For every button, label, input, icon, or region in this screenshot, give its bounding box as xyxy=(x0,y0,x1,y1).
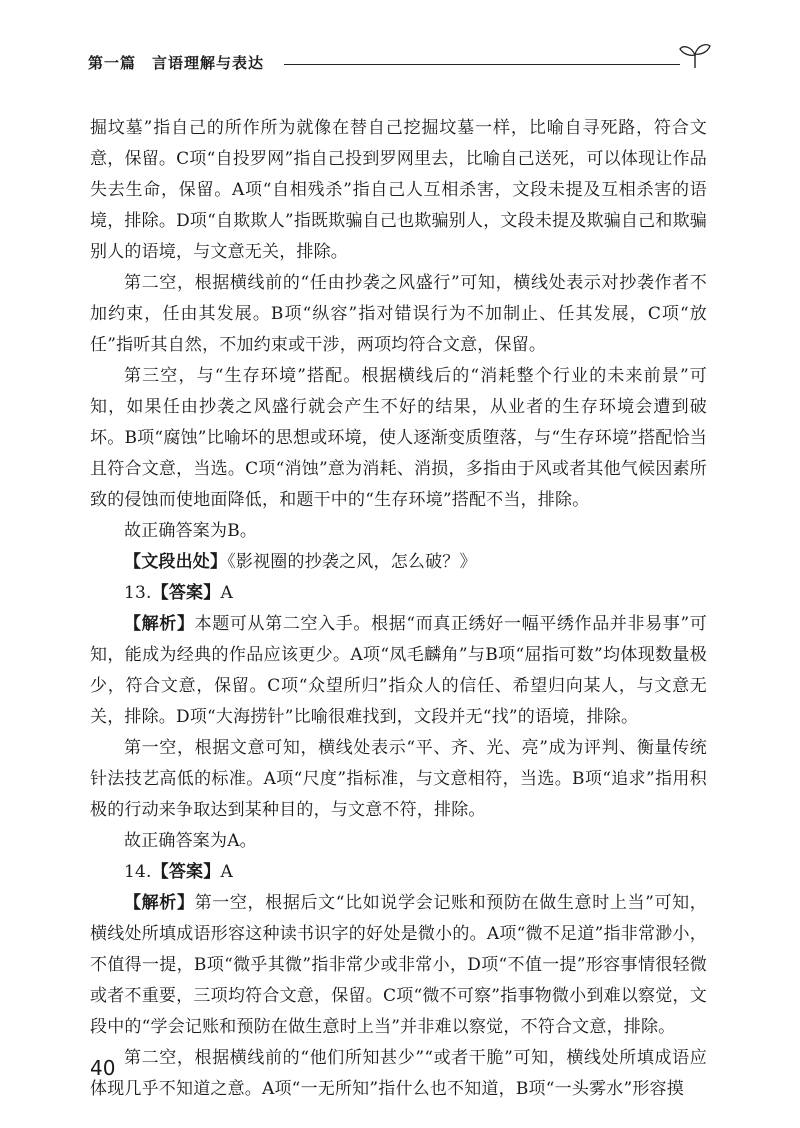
sprout-icon xyxy=(678,40,712,70)
paragraph xyxy=(90,268,707,361)
paragraph xyxy=(90,888,707,1043)
paragraph-text: A xyxy=(220,583,233,603)
paragraph-text: 本题可从第二空入手。根据“而真正绣好一幅平绣作品并非易事”可知，能成为经典的作品应该更少。A项“凤毛麟角”与B项“屈指可数”均体现数量极少，符合文意，保留。C项“众望所归”指众人的信任、希望归向某人，与文意无关，排除。D项“大海捞针”比喻很难找到，文段并无“找”的语境，排除。 xyxy=(90,614,707,727)
paragraph-text: 第二空，根据横线前的“任由抄袭之风盛行”可知，横线处表示对抄袭作者不加约束，任由其发展。B项“纵容”指对错误行为不加制止、任其发展，C项“放任”指听其自然，不加约束或干涉，两项均符合文意，保留。 xyxy=(90,273,707,355)
paragraph-text: 第一空，根据文意可知，横线处表示“平、齐、光、亮”成为评判、衡量传统针法技艺高低的标准。A项“尺度”指标准，与文意相符，当选。B项“追求”指用积极的行动来争取达到某种目的，与文意不符，排除。 xyxy=(90,738,707,820)
paragraph xyxy=(90,578,707,609)
page-number: 40 xyxy=(90,1056,116,1080)
paragraph xyxy=(90,857,707,888)
paragraph-text: 第一空，根据后文“比如说学会记账和预防在做生意时上当”可知，横线处所填成语形容这种读书识字的好处是微小的。A项“微不足道”指非常渺小，不值得一提，B项“微乎其微”指非常少或非常小，D项“不值一提”形容事情很轻微或者不重要，三项均符合文意，保留。C项“微不可察”指事物微小到难以察觉，文段中的“学会记账和预防在做生意时上当”并非难以察觉，不符合文意，排除。 xyxy=(90,893,707,1037)
paragraph xyxy=(90,1043,707,1105)
paragraph xyxy=(90,361,707,516)
paragraph-text: 第三空，与“生存环境”搭配。根据横线后的“消耗整个行业的未来前景”可知，如果任由抄袭之风盛行就会产生不好的结果，从业者的生存环境会遭到破坏。B项“腐蚀”比喻坏的思想或环境，使人逐渐变质堕落，与“生存环境”搭配恰当且符合文意，当选。C项“消蚀”意为消耗、消损，多指由于风或者其他气候因素所致的侵蚀而使地面降低，和题干中的“生存环境”搭配不当，排除。 xyxy=(90,366,707,510)
section-tag: 【答案】 xyxy=(151,862,221,882)
question-number: 13. xyxy=(124,583,152,603)
header-rule xyxy=(284,64,680,65)
section-tag: 【文段出处】 xyxy=(124,552,228,572)
paragraph xyxy=(90,516,707,547)
paragraph xyxy=(90,113,707,268)
paragraph xyxy=(90,733,707,826)
paragraph-text: 第二空，根据横线前的“他们所知甚少”“或者干脆”可知，横线处所填成语应体现几乎不知道之意。A项“一无所知”指什么也不知道，B项“一头雾水”形容摸 xyxy=(90,1048,707,1099)
paragraph xyxy=(90,826,707,857)
paragraph-text: 《影视圈的抄袭之风，怎么破？》 xyxy=(227,552,477,572)
page-header xyxy=(88,50,708,78)
question-number: 14. xyxy=(124,862,152,882)
paragraph-text: A xyxy=(220,862,233,882)
section-tag: 【解析】 xyxy=(124,893,195,913)
paragraph xyxy=(90,609,707,733)
body-text xyxy=(90,113,707,1105)
paragraph-text: 掘坟墓”指自己的所作所为就像在替自己挖掘坟墓一样，比喻自寻死路，符合文意，保留。C项“自投罗网”指自己投到罗网里去，比喻自己送死，可以体现让作品失去生命，保留。A项“自相残杀”指自己人互相杀害，文段未提及互相杀害的语境，排除。D项“自欺欺人”指既欺骗自己也欺骗别人，文段未提及欺骗自己和欺骗别人的语境，与文意无关，排除。 xyxy=(90,118,707,262)
paragraph-text: 故正确答案为B。 xyxy=(124,521,258,541)
paragraph xyxy=(90,547,707,578)
section-tag: 【答案】 xyxy=(151,583,221,603)
section-tag: 【解析】 xyxy=(124,614,195,634)
paragraph-text: 故正确答案为A。 xyxy=(124,831,257,851)
section-title: 第一篇 言语理解与表达 xyxy=(88,54,265,72)
